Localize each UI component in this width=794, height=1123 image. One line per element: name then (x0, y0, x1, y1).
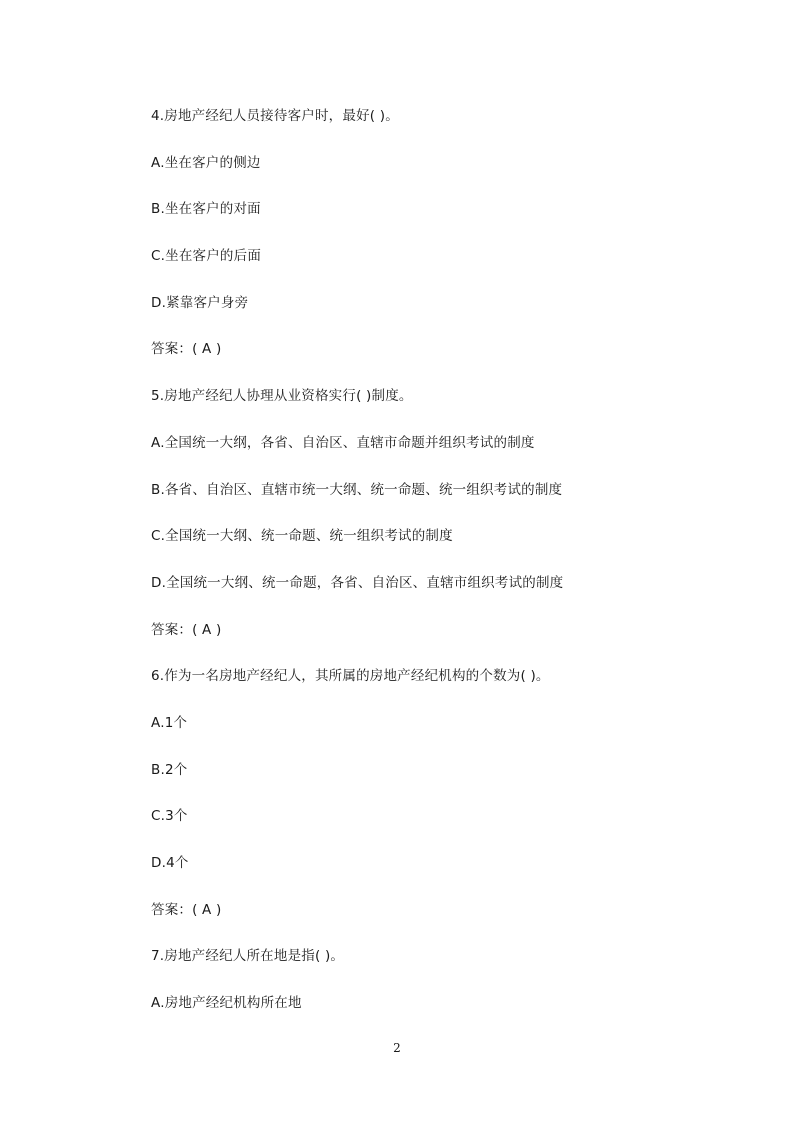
question-5-option-d: D.全国统一大纲、统一命题，各省、自治区、直辖市组织考试的制度 (151, 574, 564, 591)
question-5-stem: 5.房地产经纪人协理从业资格实行( )制度。 (151, 388, 413, 405)
question-4-answer: 答案：( A ) (151, 341, 222, 358)
question-6-option-b: B.2个 (151, 761, 188, 778)
question-6-option-c: C.3个 (151, 808, 188, 825)
question-7-stem: 7.房地产经纪人所在地是指( )。 (151, 948, 345, 965)
question-4-option-a: A.坐在客户的侧边 (151, 154, 261, 171)
question-6-answer: 答案：( A ) (151, 901, 222, 918)
question-5-option-c: C.全国统一大纲、统一命题、统一组织考试的制度 (151, 528, 453, 545)
question-text-block (151, 104, 751, 1038)
question-5-answer: 答案：( A ) (151, 621, 222, 638)
question-5-option-a: A.全国统一大纲，各省、自治区、直辖市命题并组织考试的制度 (151, 434, 535, 451)
page-number: 2 (393, 1041, 401, 1055)
question-4-option-b: B.坐在客户的对面 (151, 201, 261, 218)
question-6-option-d: D.4个 (151, 855, 189, 871)
question-5-option-b: B.各省、自治区、直辖市统一大纲、统一命题、统一组织考试的制度 (151, 481, 563, 498)
question-4-option-d: D.紧靠客户身旁 (151, 294, 249, 311)
question-4-stem: 4.房地产经纪人员接待客户时，最好( )。 (151, 108, 399, 124)
question-7-option-a: A.房地产经纪机构所在地 (151, 995, 302, 1012)
question-6-option-a: A.1个 (151, 714, 188, 731)
question-4-option-c: C.坐在客户的后面 (151, 248, 262, 265)
question-6-stem: 6.作为一名房地产经纪人，其所属的房地产经纪机构的个数为( )。 (151, 668, 550, 685)
